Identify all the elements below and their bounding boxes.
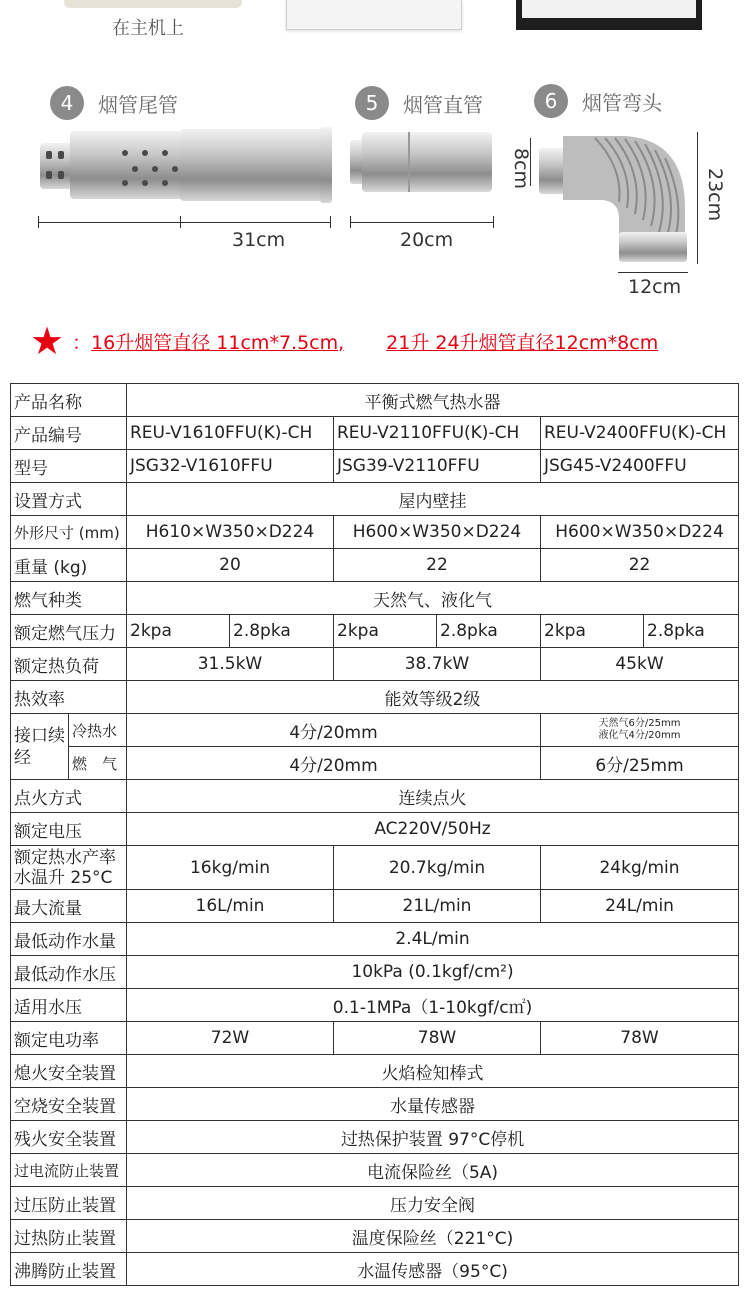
part-6-width: 12cm	[628, 276, 682, 298]
part-5-length: 20cm	[400, 229, 454, 251]
table-row: 适用水压 0.1-1MPa（1-10kgf/c㎡)	[11, 989, 739, 1022]
table-row: 过压防止装置 压力安全阀	[11, 1187, 739, 1220]
table-row: 燃气种类 天然气、液化气	[11, 582, 739, 615]
part-4-dim-line	[38, 222, 330, 223]
star-icon: ★	[30, 319, 65, 363]
table-row: 过电流防止装置 电流保险丝（5A)	[11, 1154, 739, 1187]
spec-table	[10, 383, 739, 1286]
note-21l-24l: 21升 24升烟管直径12cm*8cm	[386, 331, 659, 354]
table-row: 产品名称 平衡式燃气热水器	[11, 384, 739, 417]
part-6-label	[534, 84, 662, 118]
label-image	[516, 0, 702, 30]
part-6-height: 23cm	[704, 168, 726, 222]
table-row: 额定热负荷 31.5kW 38.7kW 45kW	[11, 648, 739, 681]
part-6-number: 6	[534, 84, 568, 118]
part-6-height-small: 8cm	[510, 148, 532, 190]
part-5-dim-line	[350, 222, 493, 223]
table-row: 设置方式 屋内壁挂	[11, 483, 739, 516]
table-row: 点火方式 连续点火	[11, 780, 739, 813]
table-row: 热效率 能效等级2级	[11, 681, 739, 714]
part-5-label	[355, 86, 483, 120]
host-unit-image	[64, 0, 242, 8]
table-row: 外形尺寸 (mm) H610×W350×D224 H600×W350×D224 H600×W350×D224	[11, 516, 739, 549]
table-row: 接口续经 冷热水 4分/20mm 天然气6分/25mm 液化气4分/20mm	[11, 714, 739, 747]
table-row: 沸腾防止装置 水温传感器（95°C)	[11, 1253, 739, 1286]
table-row: 额定热水产率 水温升 25°C 16kg/min 20.7kg/min 24kg/min	[11, 846, 739, 890]
table-row: 额定燃气压力 2kpa 2.8pka 2kpa 2.8pka 2kpa 2.8pka	[11, 615, 739, 648]
table-row: 产品编号 REU-V1610FFU(K)-CH REU-V2110FFU(K)-CH REU-V2400FFU(K)-CH	[11, 417, 739, 450]
table-row: 空烧安全装置 水量传感器	[11, 1088, 739, 1121]
table-row: 过热防止装置 温度保险丝（221°C)	[11, 1220, 739, 1253]
part-6-name: 烟管弯头	[582, 90, 662, 115]
part-4-number: 4	[50, 86, 84, 120]
part-5-number: 5	[355, 86, 389, 120]
tail-pipe-image	[30, 125, 340, 203]
table-row: 额定电功率 72W 78W 78W	[11, 1022, 739, 1055]
table-row: 最大流量 16L/min 21L/min 24L/min	[11, 890, 739, 923]
straight-pipe-image	[348, 130, 498, 194]
table-row: 熄火安全装置 火焰检知棒式	[11, 1055, 739, 1088]
elbow-pipe-image	[535, 128, 695, 268]
table-row: 重量 (kg) 20 22 22	[11, 549, 739, 582]
table-row: 燃 气 4分/20mm 6分/25mm	[11, 747, 739, 780]
part-4-label	[50, 86, 178, 120]
part-4-length: 31cm	[232, 229, 286, 251]
table-row: 残火安全装置 过热保护装置 97°C停机	[11, 1121, 739, 1154]
table-row: 最低动作水压 10kPa (0.1kgf/cm²)	[11, 956, 739, 989]
pipe-diameter-note: ★ ： 16升烟管直径 11cm*7.5cm, 21升 24升烟管直径12cm*8cm	[30, 319, 659, 363]
table-row: 最低动作水量 2.4L/min	[11, 923, 739, 956]
part-4-name: 烟管尾管	[98, 92, 178, 117]
host-caption: 在主机上	[112, 18, 184, 39]
table-row: 额定电压 AC220V/50Hz	[11, 813, 739, 846]
table-row: 型号 JSG32-V1610FFU JSG39-V2110FFU JSG45-V2400FFU	[11, 450, 739, 483]
note-16l: 16升烟管直径 11cm*7.5cm,	[91, 331, 345, 354]
part-5-name: 烟管直管	[403, 92, 483, 117]
top-product-strip	[0, 0, 750, 44]
manual-image	[286, 0, 462, 30]
